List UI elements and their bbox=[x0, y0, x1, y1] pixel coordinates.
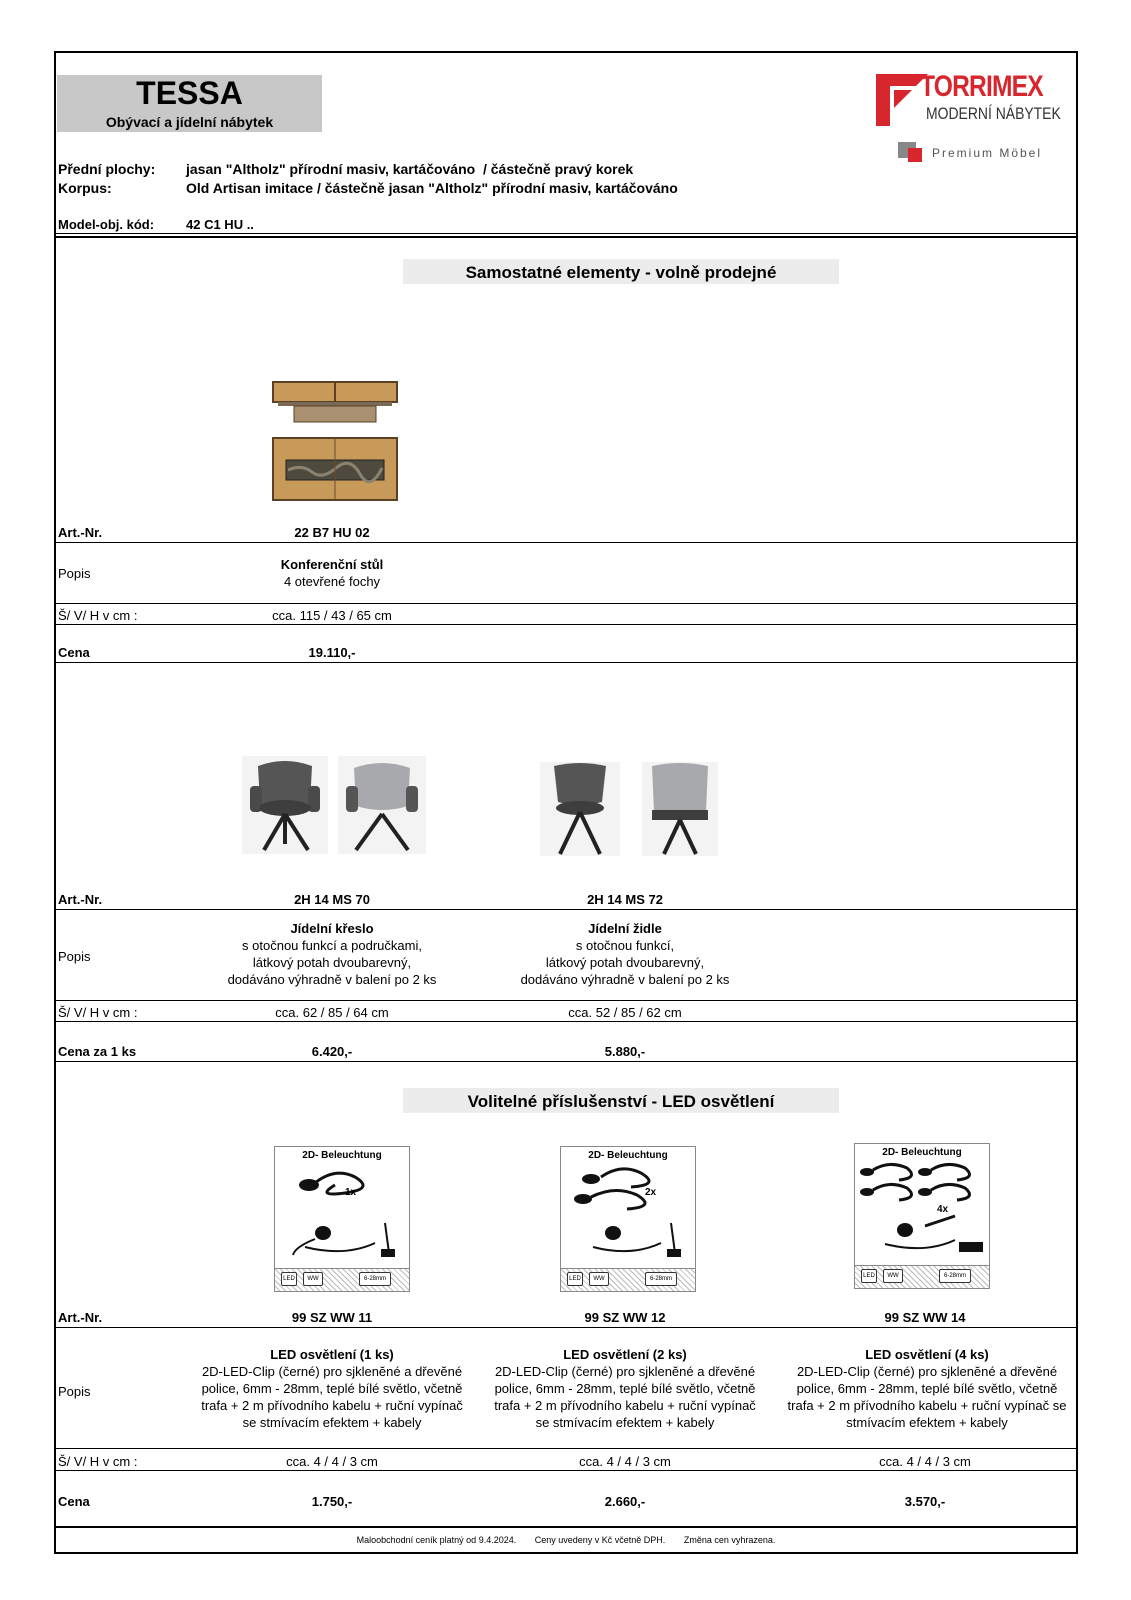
led-cable-icon bbox=[855, 1160, 989, 1260]
led-kit-info-strip bbox=[561, 1268, 695, 1291]
price-label: Cena bbox=[58, 645, 90, 660]
price-per-piece-label: Cena za 1 ks bbox=[58, 1044, 137, 1059]
dims-label: Š/ V/ H v cm : bbox=[58, 1454, 138, 1469]
art-nr-label: Art.-Nr. bbox=[58, 892, 103, 907]
table-price: 19.110,- bbox=[308, 645, 356, 660]
popis-label: Popis bbox=[58, 1384, 91, 1399]
divider bbox=[56, 624, 1076, 625]
chair-image bbox=[540, 762, 720, 858]
premium-label: Premium Möbel bbox=[932, 146, 1043, 160]
led-4-dims: cca. 4 / 4 / 3 cm bbox=[879, 1454, 971, 1469]
size-badge: 6-28mm bbox=[645, 1272, 677, 1286]
armchair-desc-line: dodáváno výhradně v balení po 2 ks bbox=[227, 972, 437, 987]
led-desc-line: trafa + 2 m přívodního kabelu + ruční vypínač bbox=[494, 1398, 756, 1413]
led-badge: LED bbox=[567, 1272, 583, 1286]
led-1-price: 1.750,- bbox=[311, 1494, 353, 1509]
body-value: Old Artisan imitace / částečně jasan "Altholz" přírodní masiv, kartáčováno bbox=[186, 180, 678, 196]
divider bbox=[56, 1000, 1076, 1001]
chair-art-code: 2H 14 MS 72 bbox=[587, 892, 663, 907]
led-1-description bbox=[187, 1346, 477, 1431]
brand-name: TORRIMEX bbox=[920, 70, 1043, 103]
footer-currency: Ceny uvedeny v Kč včetně DPH. bbox=[534, 1535, 666, 1545]
chair-price: 5.880,- bbox=[604, 1044, 646, 1059]
divider bbox=[56, 662, 1076, 663]
led-4-art-code: 99 SZ WW 14 bbox=[884, 1310, 966, 1325]
armchair-art-code: 2H 14 MS 70 bbox=[294, 892, 370, 907]
title-box bbox=[57, 75, 322, 132]
premium-badge bbox=[898, 142, 1058, 164]
brand-logo bbox=[876, 70, 1072, 134]
coffee-table-image bbox=[272, 380, 398, 504]
led-kit-multiplier: 1x bbox=[345, 1187, 357, 1198]
led-4-title: LED osvětlení (4 ks) bbox=[865, 1347, 989, 1362]
ww-badge: WW bbox=[883, 1269, 903, 1283]
armchair-description bbox=[207, 920, 457, 988]
led-kit-info-strip bbox=[855, 1265, 989, 1288]
divider bbox=[56, 236, 1076, 238]
led-2-description bbox=[480, 1346, 770, 1431]
ww-badge: WW bbox=[589, 1272, 609, 1286]
led-desc-line: police, 6mm - 28mm, teplé bílé světlo, včetně bbox=[201, 1381, 463, 1396]
divider bbox=[56, 603, 1076, 604]
price-label: Cena bbox=[58, 1494, 90, 1509]
armchair-image bbox=[240, 756, 430, 856]
led-kit-1-image bbox=[274, 1146, 410, 1292]
art-nr-label: Art.-Nr. bbox=[58, 525, 103, 540]
led-desc-line: stmívacím efektem + kabely bbox=[846, 1415, 1008, 1430]
led-2-title: LED osvětlení (2 ks) bbox=[563, 1347, 687, 1362]
led-kit-2-image bbox=[560, 1146, 696, 1292]
armchair-price: 6.420,- bbox=[311, 1044, 353, 1059]
divider bbox=[56, 1021, 1076, 1022]
led-1-dims: cca. 4 / 4 / 3 cm bbox=[286, 1454, 378, 1469]
footer-changes: Změna cen vyhrazena. bbox=[683, 1535, 776, 1545]
divider bbox=[56, 1327, 1076, 1328]
divider bbox=[56, 1470, 1076, 1471]
led-desc-line: trafa + 2 m přívodního kabelu + ruční vypínač se bbox=[787, 1398, 1067, 1413]
led-kit-multiplier: 2x bbox=[645, 1187, 657, 1198]
led-desc-line: 2D-LED-Clip (černé) pro sjklenĕné a dřevĕné bbox=[796, 1364, 1058, 1379]
armchair-dims: cca. 62 / 85 / 64 cm bbox=[275, 1005, 389, 1020]
front-value: jasan "Altholz" přírodní masiv, kartáčováno / částečně pravý korek bbox=[186, 161, 634, 177]
table-title: Konferenční stůl bbox=[280, 557, 384, 572]
armchair-desc-line: látkový potah dvoubarevný, bbox=[252, 955, 412, 970]
led-desc-line: police, 6mm - 28mm, teplé bílé světlo, včetně bbox=[796, 1381, 1058, 1396]
led-2-price: 2.660,- bbox=[604, 1494, 646, 1509]
front-label: Přední plochy: bbox=[58, 161, 156, 177]
footer-validity: Maloobchodní ceník platný od 9.4.2024. bbox=[356, 1535, 517, 1545]
brand-tagline: MODERNÍ NÁBYTEK bbox=[926, 104, 1061, 123]
led-badge: LED bbox=[281, 1272, 297, 1286]
armchair-desc-line: s otočnou funkcí a područkami, bbox=[242, 938, 422, 953]
table-description bbox=[232, 556, 432, 590]
popis-label: Popis bbox=[58, 949, 91, 964]
art-nr-label: Art.-Nr. bbox=[58, 1310, 103, 1325]
model-code-label: Model-obj. kód: bbox=[58, 217, 155, 232]
led-desc-line: se stmívacím efektem + kabely bbox=[535, 1415, 715, 1430]
led-1-art-code: 99 SZ WW 11 bbox=[291, 1310, 373, 1325]
divider bbox=[56, 1061, 1076, 1062]
led-desc-line: 2D-LED-Clip (černé) pro sjklenĕné a dřevĕné bbox=[494, 1364, 756, 1379]
led-kit-caption: 2D- Beleuchtung bbox=[588, 1150, 668, 1161]
led-4-price: 3.570,- bbox=[904, 1494, 946, 1509]
table-desc-line: 4 otevřené fochy bbox=[283, 574, 381, 589]
chair-desc-line: látkový potah dvoubarevný, bbox=[545, 955, 705, 970]
divider bbox=[56, 909, 1076, 910]
led-desc-line: 2D-LED-Clip (černé) pro sjklenĕné a dřevĕné bbox=[201, 1364, 463, 1379]
table-art-code: 22 B7 HU 02 bbox=[294, 525, 370, 540]
divider bbox=[56, 542, 1076, 543]
dims-label: Š/ V/ H v cm : bbox=[58, 608, 138, 623]
chair-dims: cca. 52 / 85 / 62 cm bbox=[568, 1005, 682, 1020]
divider bbox=[56, 1526, 1076, 1528]
divider bbox=[56, 233, 1076, 234]
chair-title: Jídelní židle bbox=[588, 921, 662, 936]
led-kit-caption: 2D- Beleuchtung bbox=[302, 1150, 382, 1161]
page-title: TESSA bbox=[136, 75, 243, 111]
led-kit-4-image bbox=[854, 1143, 990, 1289]
section-heading-led: Volitelné příslušenství - LED osvětlení bbox=[403, 1088, 839, 1113]
body-label: Korpus: bbox=[58, 180, 112, 196]
page-subtitle: Obývací a jídelní nábytek bbox=[105, 114, 274, 130]
armchair-title: Jídelní křeslo bbox=[290, 921, 374, 936]
led-kit-multiplier: 4x bbox=[937, 1204, 949, 1215]
popis-label: Popis bbox=[58, 566, 91, 581]
ww-badge: WW bbox=[303, 1272, 323, 1286]
led-desc-line: se stmívacím efektem + kabely bbox=[242, 1415, 422, 1430]
model-code-value: 42 C1 HU .. bbox=[186, 217, 254, 232]
led-2-dims: cca. 4 / 4 / 3 cm bbox=[579, 1454, 671, 1469]
section-heading-standalone: Samostatné elementy - volně prodejné bbox=[403, 259, 839, 284]
size-badge: 6-28mm bbox=[359, 1272, 391, 1286]
footer-note bbox=[56, 1535, 1076, 1545]
chair-desc-line: s otočnou funkcí, bbox=[575, 938, 675, 953]
led-1-title: LED osvětlení (1 ks) bbox=[270, 1347, 394, 1362]
divider bbox=[56, 1448, 1076, 1449]
size-badge: 6-28mm bbox=[939, 1269, 971, 1283]
chair-desc-line: dodáváno výhradně v balení po 2 ks bbox=[520, 972, 730, 987]
led-2-art-code: 99 SZ WW 12 bbox=[584, 1310, 666, 1325]
premium-icon-accent bbox=[908, 148, 922, 162]
chair-description bbox=[500, 920, 750, 988]
led-kit-info-strip bbox=[275, 1268, 409, 1291]
led-desc-line: police, 6mm - 28mm, teplé bílé světlo, včetně bbox=[494, 1381, 756, 1396]
led-kit-caption: 2D- Beleuchtung bbox=[882, 1147, 962, 1158]
led-4-description bbox=[778, 1346, 1076, 1431]
led-cable-icon bbox=[275, 1163, 409, 1263]
dims-label: Š/ V/ H v cm : bbox=[58, 1005, 138, 1020]
table-dims: cca. 115 / 43 / 65 cm bbox=[272, 608, 392, 623]
led-cable-icon bbox=[561, 1163, 695, 1263]
led-badge: LED bbox=[861, 1269, 877, 1283]
led-desc-line: trafa + 2 m přívodního kabelu + ruční vypínač bbox=[201, 1398, 463, 1413]
